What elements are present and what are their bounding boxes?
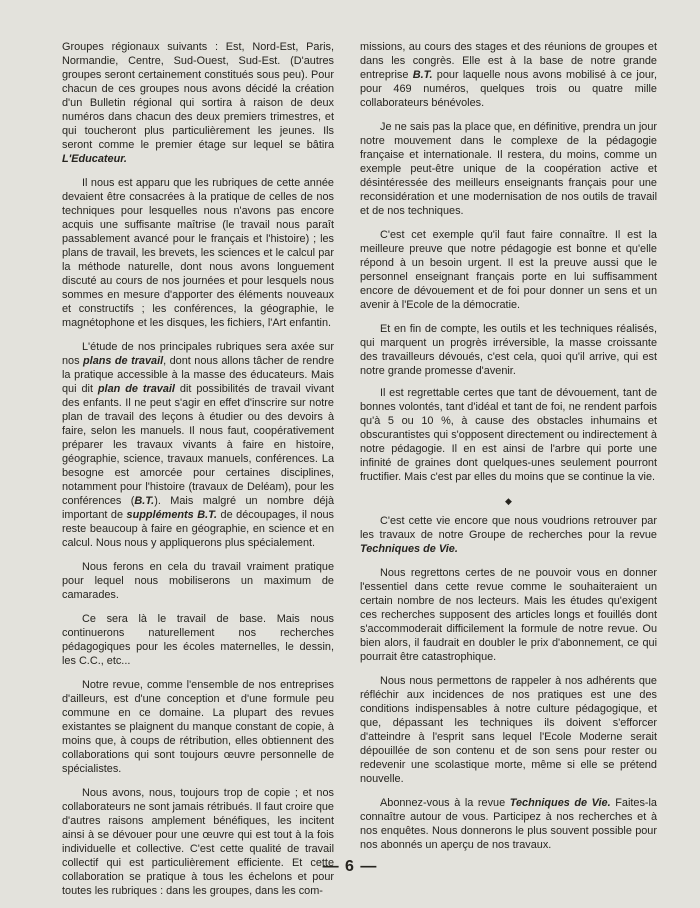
right-column: [360, 40, 657, 862]
text-run: pour laquelle nous avons mobilisé à ce jour, pour 469 numéros, quelques trois ou quatre mille collaborateurs bénévoles.: [360, 69, 657, 109]
paragraph: [62, 340, 334, 550]
paragraph: Nous avons, nous, toujours trop de copie ; et nos collaborateurs ne sont jamais rétribués. Il faut croire que d'autres raisons amplement bénéfiques, les incitent ainsi à se dévouer pour une œuvre qui est tout à la fois individuelle et collective. C'est cette qualité de travail collectif qui est particulièrement efficiente. Et cette collaboration se pratique à tous les échelons et pour toutes les rubriques : dans les groupes, dans les com-: [62, 787, 334, 897]
text-run: Abonnez-vous à la revue: [380, 797, 510, 809]
text-run: de découpages, il nous reste beaucoup à faire en géographie, en science et en calcul. Nous nous y appliquerons plus spécialement.: [62, 509, 334, 549]
journal-title-emphasis: L'Educateur.: [62, 153, 127, 165]
paragraph: [360, 796, 657, 852]
paragraph: Il nous est apparu que les rubriques de cette année devaient être consacrées à la pratique de celles de nos techniques pour lesquelles nous n'avons pas encore acquis une suffisante maîtrise (le travail nous paraît passablement avancé pour le français et l'histoire) ; les plans de travail, les brevets, les sciences et le calcul par la méthode naturelle, dont nous avons longuement discuté au cours de nos journées et pour lesquels nous sommes en mesure d'apporter des éléments nouveaux et constructifs ; les conférences, la géographie, le magnétophone et les disques, les fichiers, l'Art enfantin.: [62, 177, 334, 329]
paragraph: [62, 40, 334, 166]
left-column: [62, 40, 334, 908]
paragraph: Il est regrettable certes que tant de dévouement, tant de bonnes volontés, tant d'idéal et tant de foi, ne rendent parfois qu'à 5 ou 10 %, à cause des obstacles inhumains et obscurantistes qui s'opposent directement ou indirectement à notre pédagogie. Il en est ainsi de l'arbre qui porte une infinité de graines dont quelques-unes seulement pourront fructifier. Mais c'est par elles du moins que se continue la vie.: [360, 387, 657, 483]
emphasis: plan de travail: [97, 383, 175, 395]
paragraph: Ce sera là le travail de base. Mais nous continuerons naturellement nos recherches pédagogiques pour les écoles maternelles, le dessin, les C.C., etc...: [62, 613, 334, 667]
journal-title-emphasis: Techniques de Vie.: [509, 797, 611, 809]
text-run: missions, au cours des stages et des réunions de groupes et dans les congrès. Elle est à la base de notre grande entreprise: [360, 41, 657, 81]
text-run: Faites-la connaître autour de vous. Participez à nos recherches et à nos enquêtes. Nous donnerons le plus souvent possible pour nos abonnés un aperçu de nos travaux.: [360, 797, 657, 851]
paragraph: [360, 514, 657, 556]
paragraph: C'est cet exemple qu'il faut faire connaître. Il est la meilleure preuve que notre pédagogie est bonne et qu'elle répond à un besoin urgent. Il est la preuve aussi que le personnel enseignant français porte en lui suffisamment encore de dévouement et de foi pour donner un sens et un avenir à l'Ecole de la démocratie.: [360, 229, 657, 311]
paragraph: Notre revue, comme l'ensemble de nos entreprises d'ailleurs, est d'une conception et d'une formule peu commune en ce domaine. La plupart des revues existantes se plaignent du manque constant de copie, à moins que, à coups de rétribution, elles obtiennent des collaborations qui sont toujours œuvre personnelle de spécialistes.: [62, 679, 334, 775]
emphasis: B.T.: [134, 495, 155, 507]
paragraph: Je ne sais pas la place que, en définitive, prendra un jour notre mouvement dans le complexe de la pédagogie française et internationale. Il restera, du moins, comme un exemple peut-être unique de la coopération active et désintéressée des meilleurs enseignants français pour une reconsidération et une modernisation de nos outils de travail et de nos techniques.: [360, 121, 657, 217]
text-run: L'étude de nos principales rubriques sera axée sur nos: [62, 341, 334, 367]
paragraph: Et en fin de compte, les outils et les techniques réalisés, qui marquent un progrès irréversible, la masse croissante des travailleurs dévoués, c'est cela, quoi qu'il arrive, qui est notre grande promesse d'avenir.: [360, 323, 657, 377]
page-number: — 6 —: [322, 858, 378, 875]
emphasis: plans de travail: [83, 355, 164, 367]
emphasis: suppléments B.T.: [126, 509, 217, 521]
emphasis: B.T.: [412, 69, 433, 81]
paragraph: Nous regrettons certes de ne pouvoir vous en donner l'essentiel dans cette revue comme le souhaiteraient un certain nombre de nos lecteurs. Mais les études qu'exigent ces recherches supposent des articles longs et fouillés dont s'accommoderait difficilement la formule de notre revue. Ou bien alors, il faudrait en doubler le prix d'abonnement, ce qui pourrait être catastrophique.: [360, 567, 657, 663]
text-run: Groupes régionaux suivants : Est, Nord-Est, Paris, Normandie, Centre, Sud-Ouest, Sud-Est. (D'autres groupes seront certainement constitués sous peu). Pour chacun de ces groupes nous avons décidé la création d'un Bulletin régional qui sortira à raison de deux numéros dans chacun des deux premiers trimestres, et qui toucheront plus particulièrement les jeunes. Ils seront comme le premier étage sur lequel se bâtira: [62, 41, 334, 151]
text-run: dit possibilités de travail vivant des enfants. Il ne peut s'agir en effet d'inscrire sur notre plan de travail des leçons à étudier ou des devoirs à faire, selon les manuels. Il nous faut, coopérativement préparer les travaux vivants à faire en histoire, géographie, science, travaux manuels, conférences. La besogne est amorcée pour certaines disciplines, notamment pour l'histoire (travaux de Deléam), pour les conférences (: [62, 383, 334, 507]
diamond-ornament-icon: ◆: [505, 496, 512, 506]
paragraph: [360, 40, 657, 110]
paragraph: Nous nous permettons de rappeler à nos adhérents que réfléchir aux incidences de nos pratiques est une des conditions indispensables à notre culture pédagogique, et que, dépassant les techniques ils doivent s'efforcer d'atteindre à l'esprit sans lequel l'Ecole Moderne serait dépouillée de son contenu et de son sens pour rester ou redevenir une scolastique morte, même si elle se prétend nouvelle.: [360, 675, 657, 785]
journal-title-emphasis: Techniques de Vie.: [360, 543, 458, 555]
paragraph: Nous ferons en cela du travail vraiment pratique pour lequel nous mobiliserons un maximum de camarades.: [62, 561, 334, 601]
text-run: ). Mais malgré un nombre déjà important de: [62, 495, 335, 521]
text-run: , dont nous allons tâcher de rendre la pratique accessible à la masse des éducateurs. Mais qui dit: [62, 355, 334, 395]
text-run: C'est cette vie encore que nous voudrions retrouver par les travaux de notre Groupe de recherches pour la revue: [360, 515, 657, 541]
